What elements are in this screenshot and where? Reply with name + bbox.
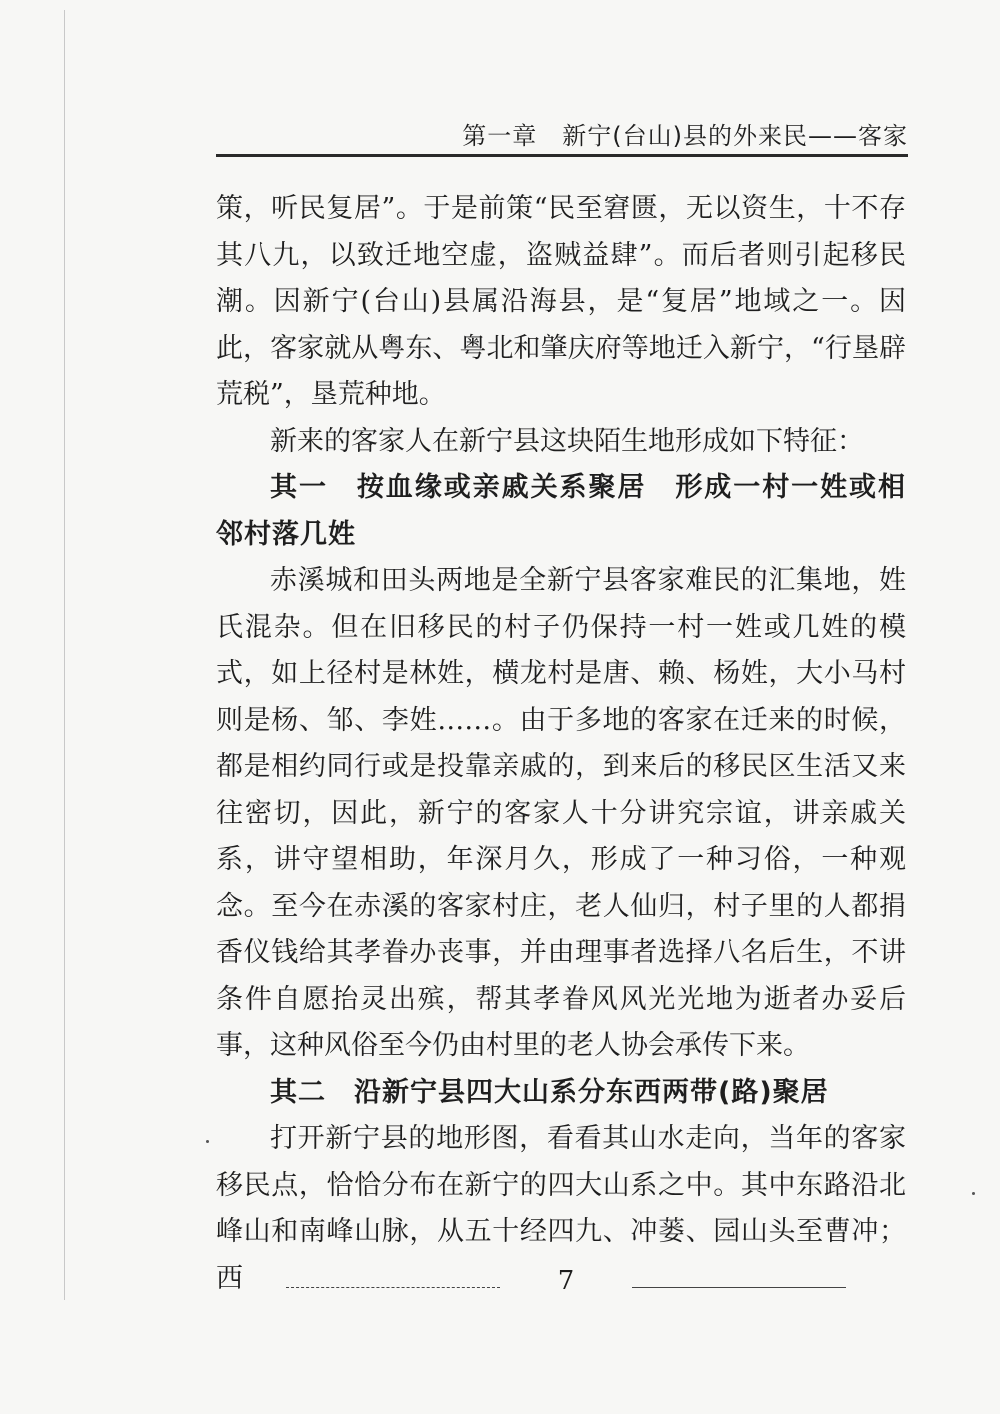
paragraph-section-2: 打开新宁县的地形图，看看其山水走向，当年的客家移民点，恰恰分布在新宁的四大山系之中。其中东路沿北峰山和南峰山脉，从五十经四九、冲蒌、园山头至曹冲；西 (216, 1123, 906, 1294)
section-heading-2: 其二 沿新宁县四大山系分东西两带(路)聚居 (270, 1076, 829, 1108)
page-number: 7 (557, 1266, 575, 1296)
scan-gutter-line (64, 10, 65, 1300)
footer-rule-right (632, 1287, 846, 1288)
paragraph-section-1: 赤溪城和田头两地是全新宁县客家难民的汇集地，姓氏混杂。但在旧移民的村子仍保持一村一姓或几姓的模式，如上径村是林姓，横龙村是唐、赖、杨姓，大小马村则是杨、邹、李姓……。由于多地的客家在迁来的时候，都是相约同行或是投靠亲戚的，到来后的移民区生活又来往密切，因此，新宁的客家人十分讲究宗谊，讲亲戚关系，讲守望相助，年深月久，形成了一种习俗，一种观念。至今在赤溪的客家村庄，老人仙归，村子里的人都捐香仪钱给其孝眷办丧事，并由理事者选择八名后生，不讲条件自愿抬灵出殡，帮其孝眷风风光光地为逝者办妥后事，这种风俗至今仍由村里的老人协会承传下来。 (216, 565, 906, 1061)
header-rule (216, 154, 908, 157)
page-footer (286, 1266, 846, 1306)
page-body (216, 186, 906, 1302)
paragraph-continued: 策，听民复居”。于是前策“民至窘匮，无以资生，十不存其八九，以致迁地空虚，盗贼益肆”。而后者则引起移民潮。因新宁(台山)县属沿海县，是“复居”地域之一。因此，客家就从粤东、粤北和肇庆府等地迁入新宁，“行垦辟荒税”，垦荒种地。 (216, 193, 906, 410)
running-head: 第一章 新宁(台山)县的外来民——客家 (462, 122, 908, 150)
scan-speck (206, 1140, 209, 1143)
section-heading-1: 其一 按血缘或亲戚关系聚居 形成一村一姓或相邻村落几姓 (216, 472, 906, 550)
paragraph-intro: 新来的客家人在新宁县这块陌生地形成如下特征： (270, 425, 864, 457)
scan-speck (972, 1192, 975, 1195)
